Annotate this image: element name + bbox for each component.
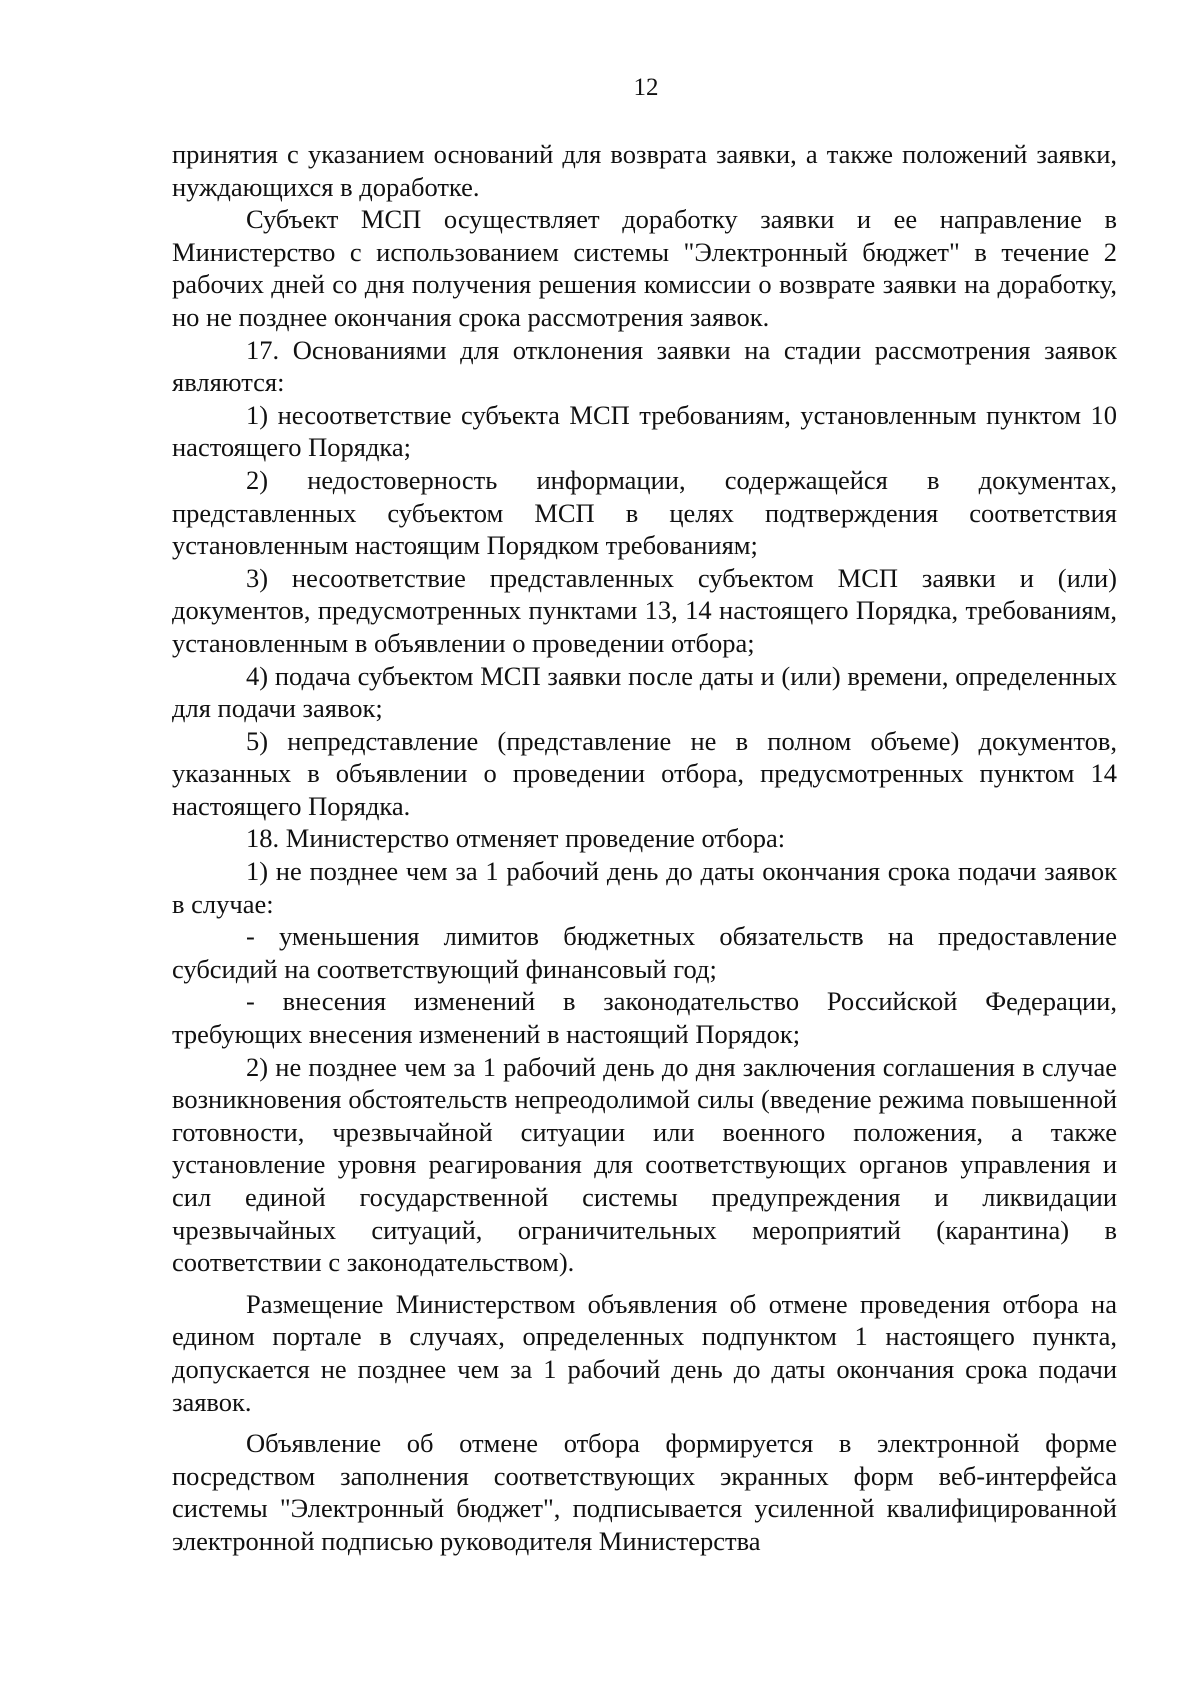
paragraph-msp-revision: Субъект МСП осуществляет доработку заявки и ее направление в Министерство с использованием системы "Электронный бюджет" в течение 2 рабочих дней со дня получения решения комиссии о возврате заявки на доработку, но не позднее окончания срока рассмотрения заявок. xyxy=(172,204,1117,332)
paragraph-item-18: 18. Министерство отменяет проведение отбора: xyxy=(246,823,786,854)
paragraph-item-18-1: 1) не позднее чем за 1 рабочий день до даты окончания срока подачи заявок в случае: xyxy=(172,856,1117,919)
paragraph-item-17: 17. Основаниями для отклонения заявки на стадии рассмотрения заявок являются: xyxy=(172,334,1117,398)
paragraph-item-17-5: 5) непредставление (представление не в полном объеме) документов, указанных в объявлении о проведении отбора, предусмотренных пунктом 14 настоящего Порядка. xyxy=(172,725,1117,821)
paragraph-item-17-3: 3) несоответствие представленных субъектом МСП заявки и (или) документов, предусмотренных пунктами 13, 14 настоящего Порядка, требованиям, установленным в объявлении о проведении отбора; xyxy=(172,562,1117,658)
paragraph-item-18-1-b: - внесения изменений в законодательство Российской Федерации, требующих внесения изменений в настоящий Порядок; xyxy=(172,986,1117,1050)
paragraph-cancellation-placement: Размещение Министерством объявления об отмене проведения отбора на едином портале в случаях, определенных подпунктом 1 настоящего пункта, допускается не позднее чем за 1 рабочий день до даты окончания срока подачи заявок. xyxy=(172,1288,1117,1417)
paragraph-item-18-1-a: - уменьшения лимитов бюджетных обязательств на предоставление субсидий на соответствующий финансовый год; xyxy=(172,921,1117,984)
paragraph-continuation: принятия с указанием оснований для возврата заявки, а также положений заявки, нуждающихся в доработке. xyxy=(172,139,1117,202)
paragraph-cancellation-announcement: Объявление об отмене отбора формируется в электронной форме посредством заполнения соответствующих экранных форм веб-интерфейса системы "Электронный бюджет", подписывается усиленной квалифицированной электронной подписью руководителя Министерства xyxy=(172,1428,1117,1556)
paragraph-item-17-4: 4) подача субъектом МСП заявки после даты и (или) времени, определенных для подачи заявок; xyxy=(172,660,1117,724)
paragraph-item-17-2: 2) недостоверность информации, содержащейся в документах, представленных субъектом МСП в целях подтверждения соответствия установленным настоящим Порядком требованиям; xyxy=(172,464,1117,561)
paragraph-item-18-2: 2) не позднее чем за 1 рабочий день до дня заключения соглашения в случае возникновения обстоятельств непреодолимой силы (введение режима повышенной готовности, чрезвычайной ситуации или военного положения, а также установление уровня реагирования для соответствующих органов управления и сил единой государственной системы предупреждения и ликвидации чрезвычайных ситуаций, ограничительных мероприятий (карантина) в соответствии с законодательством). xyxy=(172,1051,1117,1278)
paragraph-item-17-1: 1) несоответствие субъекта МСП требованиям, установленным пунктом 10 настоящего Порядка; xyxy=(172,399,1117,463)
document-body xyxy=(172,138,1117,1558)
page-number: 12 xyxy=(633,74,659,101)
